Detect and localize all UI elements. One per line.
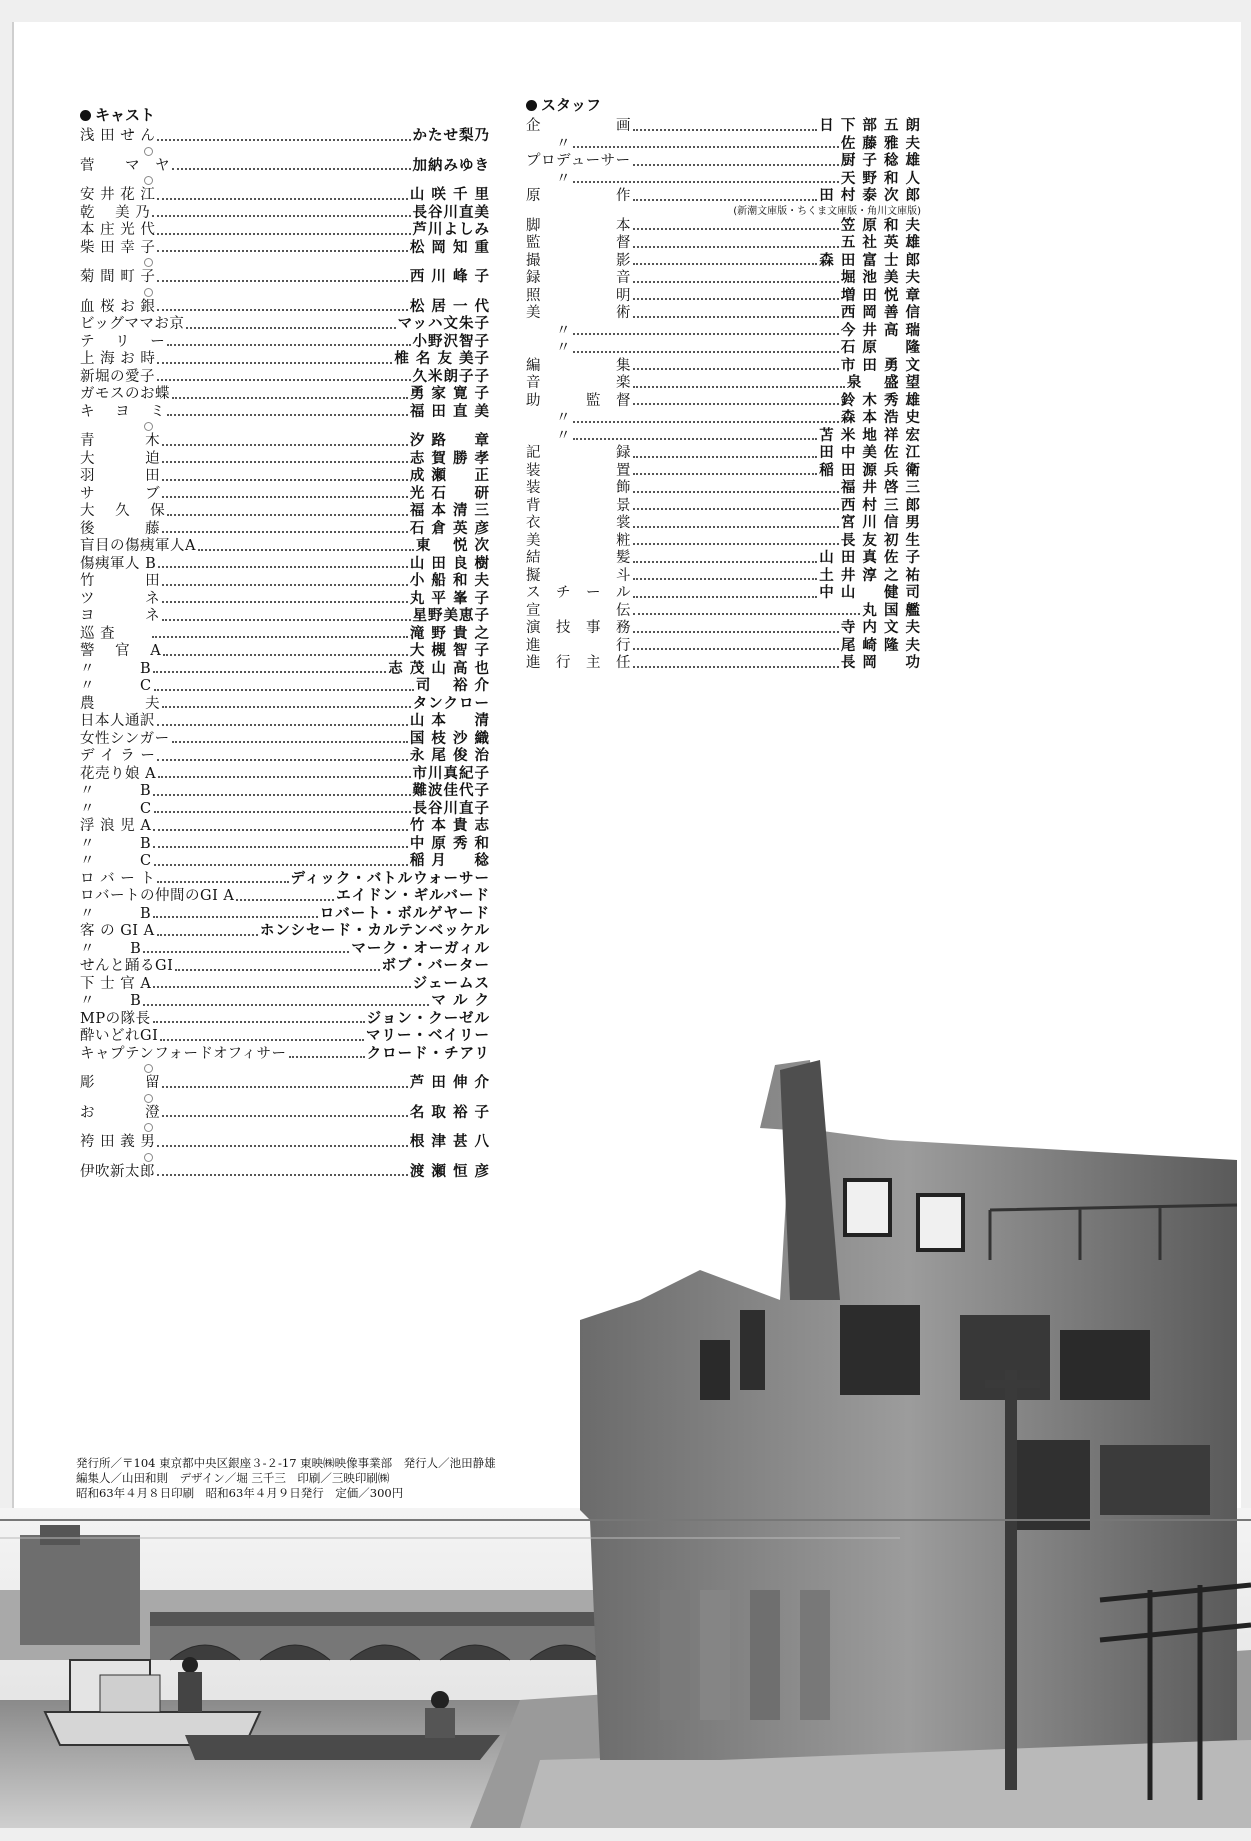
cast-name: 東 悦 次 bbox=[415, 538, 490, 554]
cast-role: 浅 田 せ ん bbox=[80, 128, 156, 144]
cast-name: ホンシセード・カルテンベッケル bbox=[259, 923, 490, 939]
cast-role: 酔いどれGI bbox=[80, 1028, 159, 1044]
cast-role: 青 木 bbox=[80, 433, 161, 449]
cast-name: 芦 田 伸 介 bbox=[409, 1075, 490, 1091]
cast-role: 〃 C bbox=[80, 853, 152, 869]
cast-role: ヨ ネ bbox=[80, 608, 161, 624]
cast-name: 久米朗子子 bbox=[412, 368, 490, 385]
staff-role: 〃 bbox=[526, 340, 571, 356]
staff-role: 原 作 bbox=[526, 188, 631, 204]
staff-role: 背 景 bbox=[526, 497, 631, 514]
cast-name: 加納みゆき bbox=[412, 157, 490, 174]
cast-role: 巡 査 bbox=[80, 625, 151, 642]
cast-role: 竹 田 bbox=[80, 573, 161, 589]
cast-role: お 澄 bbox=[80, 1104, 161, 1121]
staff-name: 西 村 三 郎 bbox=[840, 497, 921, 514]
cast-name: 松 居 一 代 bbox=[409, 298, 490, 315]
staff-role: 照 明 bbox=[526, 287, 631, 304]
cast-name: 市川真紀子 bbox=[412, 765, 490, 782]
staff-role: 装 飾 bbox=[526, 480, 631, 496]
staff-name: 田 村 泰 次 郎 bbox=[819, 188, 921, 204]
staff-role: ス チ ー ル bbox=[526, 585, 631, 601]
staff-role: 編 集 bbox=[526, 357, 631, 374]
cast-name: 小 船 和 夫 bbox=[409, 573, 490, 589]
cast-name: 名 取 裕 子 bbox=[409, 1104, 490, 1121]
cast-role: 菊 間 町 子 bbox=[80, 269, 156, 285]
cast-name: 長谷川直子 bbox=[412, 800, 490, 817]
cast-name: 椎 名 友 美子 bbox=[394, 351, 490, 367]
staff-role: 衣 裳 bbox=[526, 515, 631, 531]
cast-role: 花売り娘 A bbox=[80, 765, 157, 782]
cast-name: 稲 月 稔 bbox=[409, 853, 490, 869]
cast-name: 丸 平 峯 子 bbox=[409, 590, 490, 607]
cast-role: キ ヨ ミ bbox=[80, 403, 166, 420]
staff-role: 演 技 事 務 bbox=[526, 620, 631, 636]
cast-role: 上 海 お 時 bbox=[80, 351, 156, 367]
cast-role: 警 官 A bbox=[80, 643, 162, 659]
cast-name: 根 津 甚 八 bbox=[409, 1134, 490, 1150]
staff-role: 企 画 bbox=[526, 118, 631, 134]
cast-name: 勇 家 寛 子 bbox=[409, 386, 490, 402]
cast-name: 難波佳代子 bbox=[412, 783, 490, 799]
cast-name: クロード・チアリ bbox=[366, 1045, 490, 1062]
staff-name: 石 原 隆 bbox=[840, 340, 921, 356]
cast-role: キャプテンフォードオフィサー bbox=[80, 1045, 287, 1062]
staff-role: 監 督 bbox=[526, 235, 631, 251]
staff-name: 中 山 健 司 bbox=[819, 585, 921, 601]
cast-role: 〃 B bbox=[80, 993, 142, 1009]
staff-name: 寺 内 文 夫 bbox=[840, 620, 921, 636]
cast-name: 福 田 直 美 bbox=[409, 403, 490, 420]
cast-role: 大 迫 bbox=[80, 450, 161, 467]
staff-role: 進 行 bbox=[526, 637, 631, 654]
staff-role: 助 監 督 bbox=[526, 392, 631, 409]
staff-name: 尾 崎 隆 夫 bbox=[840, 637, 921, 654]
staff-name: 堀 池 美 夫 bbox=[840, 270, 921, 286]
staff-name: 丸 国 艦 bbox=[862, 602, 921, 619]
staff-name: 森 田 富 士 郎 bbox=[819, 252, 921, 269]
staff-role: 〃 bbox=[526, 135, 571, 152]
cast-role: 菅 マ ヤ bbox=[80, 157, 170, 174]
cast-name: 汐 路 章 bbox=[409, 433, 490, 449]
cast-role: 柴 田 幸 子 bbox=[80, 239, 156, 256]
cast-role: 〃 B bbox=[80, 783, 152, 799]
staff-heading-text: スタッフ bbox=[541, 96, 602, 114]
cast-name: エイドン・ギルバード bbox=[336, 888, 490, 904]
cast-role: 女性シンガー bbox=[80, 730, 170, 747]
cast-name: ジョン・クーゼル bbox=[366, 1010, 490, 1027]
cast-role: 羽 田 bbox=[80, 468, 161, 484]
imprint-line: 発行所／〒104 東京都中央区銀座３-２-17 東映㈱映像事業部 発行人／池田静雄 bbox=[76, 1456, 496, 1470]
staff-name: 宮 川 信 男 bbox=[840, 515, 921, 531]
cast-name: 山 咲 千 里 bbox=[409, 187, 490, 203]
cast-name: 石 倉 英 彦 bbox=[409, 520, 490, 537]
cast-role: 盲目の傷痍軍人A bbox=[80, 538, 196, 554]
cast-role: 伊吹新太郎 bbox=[80, 1163, 155, 1180]
cast-name: 光 石 研 bbox=[409, 485, 490, 502]
staff-name: 苫 米 地 祥 宏 bbox=[819, 427, 921, 444]
cast-role: 大 久 保 bbox=[80, 503, 166, 519]
staff-role: 擬 斗 bbox=[526, 567, 631, 584]
cast-role: 〃 C bbox=[80, 678, 152, 694]
cast-name: 山 本 清 bbox=[409, 713, 490, 729]
cast-role: 彫 留 bbox=[80, 1075, 161, 1091]
cast-role: ビッグママお京 bbox=[80, 316, 185, 332]
cast-name: 星野美恵子 bbox=[412, 608, 490, 624]
cast-role: 袴 田 義 男 bbox=[80, 1134, 156, 1150]
cast-role: ツ ネ bbox=[80, 590, 161, 607]
cast-name: 竹 本 貴 志 bbox=[409, 818, 490, 834]
staff-name: 長 岡 功 bbox=[840, 655, 921, 671]
staff-role: 結 髪 bbox=[526, 550, 631, 566]
staff-name: 稲 田 源 兵 衛 bbox=[819, 462, 921, 479]
cast-role: 農 夫 bbox=[80, 695, 161, 712]
cast-role: 浮 浪 児 A bbox=[80, 818, 152, 834]
cast-heading-text: キャスト bbox=[95, 106, 156, 124]
cast-name: 中 原 秀 和 bbox=[409, 835, 490, 852]
cast-role: 客 の GI A bbox=[80, 923, 155, 939]
cast-name: 松 岡 知 重 bbox=[409, 239, 490, 256]
cast-name: マーク・オーガィル bbox=[351, 940, 490, 957]
cast-name: 成 瀬 正 bbox=[409, 468, 490, 484]
staff-name: 田 中 美 佐 江 bbox=[819, 445, 921, 461]
cast-role: デ イ ラ ー bbox=[80, 748, 156, 764]
staff-role: 脚 本 bbox=[526, 217, 631, 234]
cast-role: 日本人通訳 bbox=[80, 713, 155, 729]
cast-role: 後 藤 bbox=[80, 520, 161, 537]
cast-role: 新堀の愛子 bbox=[80, 368, 155, 385]
imprint-line: 編集人／山田和則 デザイン／堀 三千三 印刷／三映印刷㈱ bbox=[76, 1471, 390, 1485]
edition-note: (新潮文庫版・ちくま文庫版・角川文庫版) bbox=[733, 205, 921, 217]
cast-role: MPの隊長 bbox=[80, 1010, 151, 1027]
staff-role: 進 行 主 任 bbox=[526, 655, 631, 671]
cast-role: 〃 B bbox=[80, 835, 152, 852]
staff-role: 〃 bbox=[526, 427, 571, 444]
staff-role: 〃 bbox=[526, 170, 571, 187]
staff-role: 〃 bbox=[526, 322, 571, 339]
staff-name: 市 田 勇 文 bbox=[840, 357, 921, 374]
staff-role: 美 術 bbox=[526, 305, 631, 321]
staff-name: 天 野 和 人 bbox=[840, 170, 921, 187]
staff-name: 厨 子 稔 雄 bbox=[840, 153, 921, 169]
staff-name: 土 井 淳 之 祐 bbox=[819, 567, 921, 584]
cast-role: ガモスのお蝶 bbox=[80, 386, 170, 402]
cast-role: 乾 美 乃 bbox=[80, 204, 151, 221]
staff-name: 五 社 英 雄 bbox=[840, 235, 921, 251]
staff-role: 装 置 bbox=[526, 462, 631, 479]
staff-name: 鈴 木 秀 雄 bbox=[840, 392, 921, 409]
cast-name: 滝 野 貴 之 bbox=[409, 625, 490, 642]
staff-role: 音 楽 bbox=[526, 375, 631, 391]
cast-name: 永 尾 俊 治 bbox=[409, 748, 490, 764]
cast-name: かたせ梨乃 bbox=[412, 128, 490, 144]
staff-role: 録 音 bbox=[526, 270, 631, 286]
cast-name: 国 枝 沙 織 bbox=[409, 730, 490, 747]
cast-name: 長谷川直美 bbox=[412, 204, 490, 221]
staff-name: 西 岡 善 信 bbox=[840, 305, 921, 321]
staff-role: 撮 影 bbox=[526, 252, 631, 269]
cast-name: 西 川 峰 子 bbox=[409, 269, 490, 285]
staff-name: 笠 原 和 夫 bbox=[840, 217, 921, 234]
cast-role: テ リ ー bbox=[80, 333, 166, 350]
cast-role: 本 庄 光 代 bbox=[80, 222, 156, 238]
cast-role: 〃 B bbox=[80, 905, 152, 922]
cast-role: 傷痍軍人 B bbox=[80, 555, 157, 572]
cast-role: サ ブ bbox=[80, 485, 161, 502]
cast-role: ロ バ ー ト bbox=[80, 870, 156, 887]
cast-role: せんと踊るGI bbox=[80, 958, 174, 974]
cast-name: 福 本 清 三 bbox=[409, 503, 490, 519]
staff-name: 山 田 真 佐 子 bbox=[819, 550, 921, 566]
imprint-line: 昭和63年４月８日印刷 昭和63年４月９日発行 定価／300円 bbox=[76, 1486, 404, 1500]
staff-name: 今 井 高 瑞 bbox=[840, 322, 921, 339]
staff-role: 〃 bbox=[526, 410, 571, 426]
cast-name: 志 賀 勝 孝 bbox=[409, 450, 490, 467]
cast-name: 大 槻 智 子 bbox=[409, 643, 490, 659]
cast-role: ロバートの仲間のGI A bbox=[80, 888, 235, 904]
cast-name: マッハ文朱子 bbox=[397, 316, 490, 332]
cast-name: 渡 瀬 恒 彦 bbox=[409, 1163, 490, 1180]
cast-name: ジェームス bbox=[412, 975, 490, 992]
cast-name: 芦川よしみ bbox=[412, 222, 490, 238]
staff-name: 森 本 浩 史 bbox=[840, 410, 921, 426]
cast-name: 志 茂 山 高 也 bbox=[388, 660, 490, 677]
cast-role: 下 士 官 A bbox=[80, 975, 152, 992]
cast-role: 〃 C bbox=[80, 800, 152, 817]
cast-name: マリー・ベイリー bbox=[366, 1028, 490, 1044]
cast-role: 安 井 花 江 bbox=[80, 187, 156, 203]
cast-name: マ ル ク bbox=[431, 993, 490, 1009]
cast-name: ロバート・ボルゲヤード bbox=[319, 905, 490, 922]
cast-name: 山 田 良 樹 bbox=[409, 555, 490, 572]
staff-name: 日 下 部 五 朗 bbox=[819, 118, 921, 134]
staff-name: 佐 藤 雅 夫 bbox=[840, 135, 921, 152]
cast-name: ディック・バトルウォーサー bbox=[290, 870, 490, 887]
cast-name: ボブ・バーター bbox=[381, 958, 490, 974]
staff-name: 長 友 初 生 bbox=[840, 532, 921, 549]
staff-name: 泉 盛 望 bbox=[846, 375, 921, 391]
cast-name: タンクロー bbox=[412, 695, 490, 712]
cast-role: 〃 B bbox=[80, 940, 142, 957]
staff-name: 増 田 悦 章 bbox=[840, 287, 921, 304]
cast-role: 血 桜 お 銀 bbox=[80, 298, 156, 315]
staff-role: プロデューサー bbox=[526, 153, 631, 169]
staff-role: 記 録 bbox=[526, 445, 631, 461]
cast-role: 〃 B bbox=[80, 660, 152, 677]
cast-name: 小野沢智子 bbox=[412, 333, 490, 350]
staff-role: 宣 伝 bbox=[526, 602, 631, 619]
cast-name: 司 裕 介 bbox=[415, 678, 490, 694]
staff-name: 福 井 啓 三 bbox=[840, 480, 921, 496]
staff-role: 美 粧 bbox=[526, 532, 631, 549]
